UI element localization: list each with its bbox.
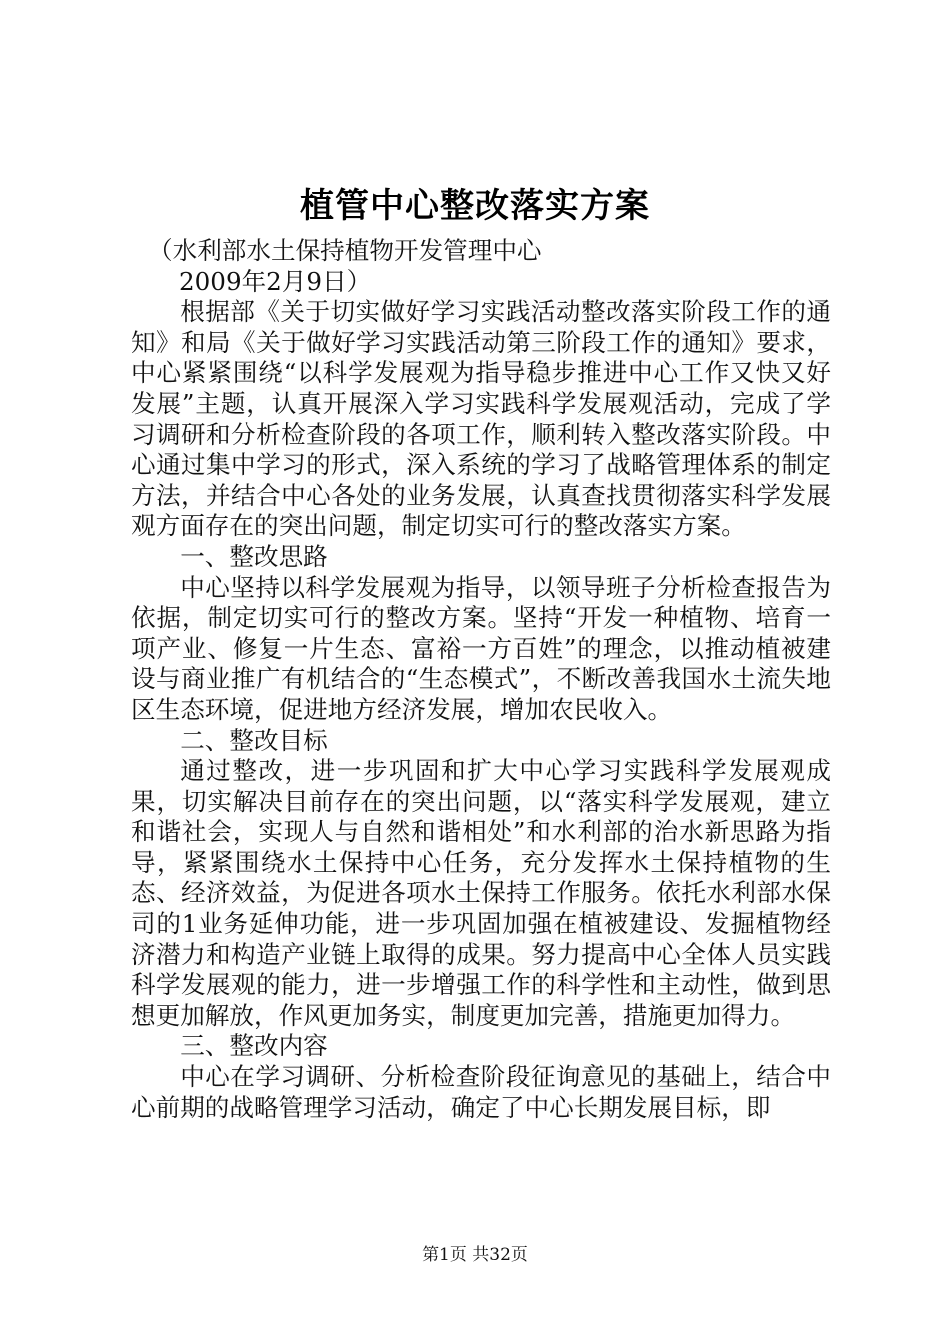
page-footer: 第1页 共32页 xyxy=(422,1245,528,1265)
paragraph-section-3: 中心在学习调研、分析检查阶段征询意见的基础上，结合中心前期的战略管理学习活动，确定了中心长期发展目标，即 xyxy=(131,1062,831,1122)
paragraph-section-2: 通过整改，进一步巩固和扩大中心学习实践科学发展观成果，切实解决目前存在的突出问题，以“落实科学发展观，建立和谐社会，实现人与自然和谐相处”和水利部的治水新思路为指导，紧紧围绕水土保持中心任务，充分发挥水土保持植物的生态、经济效益，为促进各项水土保持工作服务。依托水利部水保司的1业务延伸功能，进一步巩固加强在植被建设、发掘植物经济潜力和构造产业链上取得的成果。努力提高中心全体人员实践科学发展观的能力，进一步增强工作的科学性和主动性，做到思想更加解放，作风更加务实，制度更加完善，措施更加得力。 xyxy=(131,756,831,1030)
document-title: 植管中心整改落实方案 xyxy=(300,186,650,226)
date-line: 2009年2月9日） xyxy=(179,266,372,296)
section-heading-2: 二、整改目标 xyxy=(180,725,328,755)
section-heading-3: 三、整改内容 xyxy=(180,1031,328,1061)
organization-line: （水利部水土保持植物开发管理中心 xyxy=(148,236,542,265)
paragraph-intro: 根据部《关于切实做好学习实践活动整改落实阶段工作的通知》和局《关于做好学习实践活动第三阶段工作的通知》要求，中心紧紧围绕“以科学发展观为指导稳步推进中心工作又快又好发展”主题，认真开展深入学习实践科学发展观活动，完成了学习调研和分析检查阶段的各项工作，顺利转入整改落实阶段。中心通过集中学习的形式，深入系统的学习了战略管理体系的制定方法，并结合中心各处的业务发展，认真查找贯彻落实科学发展观方面存在的突出问题，制定切实可行的整改落实方案。 xyxy=(131,297,831,541)
document-body xyxy=(131,236,831,1123)
section-heading-1: 一、整改思路 xyxy=(180,541,328,571)
paragraph-section-1: 中心坚持以科学发展观为指导，以领导班子分析检查报告为依据，制定切实可行的整改方案。坚持“开发一种植物、培育一项产业、修复一片生态、富裕一方百姓”的理念，以推动植被建设与商业推广有机结合的“生态模式”，不断改善我国水土流失地区生态环境，促进地方经济发展，增加农民收入。 xyxy=(131,572,831,724)
